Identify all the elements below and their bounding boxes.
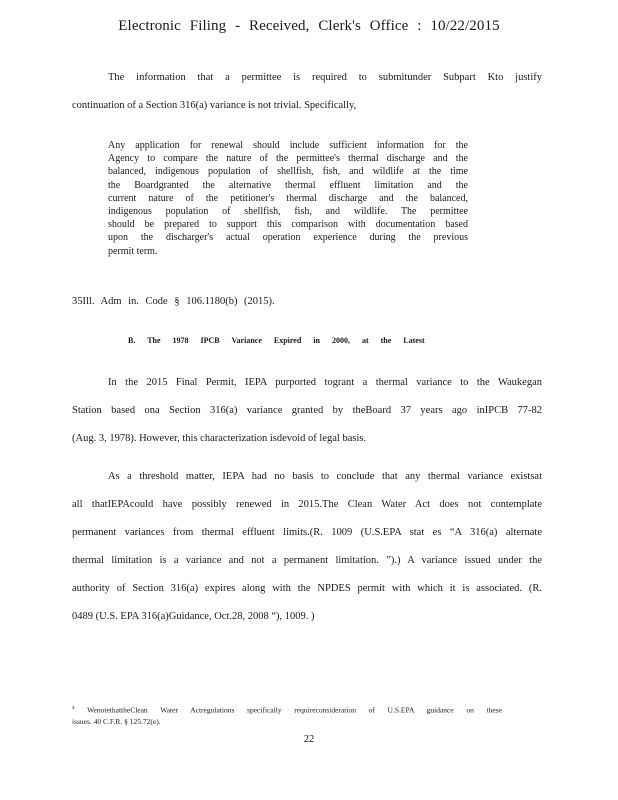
intro-paragraph bbox=[72, 64, 542, 120]
block-quote bbox=[108, 139, 468, 258]
page-number: 22 bbox=[303, 734, 315, 745]
quote-line: upon the discharger's actual operation experience during the previous bbox=[108, 232, 468, 244]
body-line: all thatIEPAcould have possibly renewed in 2015.The Clean Water Act does not contemplate bbox=[72, 499, 542, 510]
body-line: 0489 (U.S. EPA 316(a)Guidance, Oct.28, 2008 “), 1009. ) bbox=[72, 611, 315, 622]
footnote-line: issues. 40 C.F.R. § 125.72(e). bbox=[72, 716, 161, 726]
quote-line: current nature of the petitioner's thermal discharge and the balanced, bbox=[108, 192, 468, 204]
citation: 35Ill. Adm in. Code § 106.1180(b) (2015). bbox=[72, 296, 275, 307]
quote-line: should be prepared to support this comparison with documentation based bbox=[108, 219, 468, 231]
quote-line: balanced, indigenous population of shellfish, fish, and wildlife at the time bbox=[108, 166, 468, 178]
body-line: As a threshold matter, IEPA had no basis to conclude that any thermal variance existsat bbox=[108, 471, 542, 482]
filing-header: Electronic Filing - Received, Clerk's Office : 10/22/2015 bbox=[118, 18, 500, 34]
body-line: permanent variances from thermal effluent limits.(R. 1009 (U.S.EPA stat es “A 316(a) alternate bbox=[72, 527, 542, 538]
section-heading: B. The 1978 IPCB Variance Expired in 2000, at the Latest bbox=[128, 336, 425, 345]
footnote bbox=[72, 703, 502, 727]
body-paragraph-1 bbox=[72, 369, 542, 453]
body-line: authority of Section 316(a) expires along with the NPDES permit with which it is associated. (R. bbox=[72, 583, 542, 594]
footnote-text: WenotethattheClean Water Actregulations specifically requireconsideration of U.S.EPA guidance on these bbox=[87, 705, 502, 715]
footnote-marker: 4 bbox=[72, 706, 75, 711]
intro-line: The information that a permittee is required to submitunder Subpart Kto justify bbox=[108, 72, 542, 83]
intro-line: continuation of a Section 316(a) variance is not trivial. Specifically, bbox=[72, 100, 357, 111]
body-line: (Aug. 3, 1978). However, this characterization isdevoid of legal basis. bbox=[72, 433, 367, 444]
quote-line: Any application for renewal should include sufficient information for the bbox=[108, 140, 468, 151]
body-line: In the 2015 Final Permit, IEPA purported togrant a thermal variance to the Waukegan bbox=[108, 377, 542, 388]
body-line: thermal limitation is a variance and not a permanent limitation. ”).) A variance issued under the bbox=[72, 555, 542, 566]
body-paragraph-2 bbox=[72, 463, 542, 631]
quote-line: indigenous population of shellfish, fish, and wildlife. The permittee bbox=[108, 206, 468, 218]
quote-line: permit term. bbox=[108, 245, 158, 257]
body-line: Station based ona Section 316(a) variance granted by theBoard 37 years ago inIPCB 77-82 bbox=[72, 405, 542, 416]
quote-line: Agency to compare the nature of the permittee's thermal discharge and the bbox=[108, 153, 468, 165]
quote-line: the Boardgranted the alternative thermal effluent limitation and the bbox=[108, 179, 468, 191]
footnote-line bbox=[72, 703, 502, 716]
